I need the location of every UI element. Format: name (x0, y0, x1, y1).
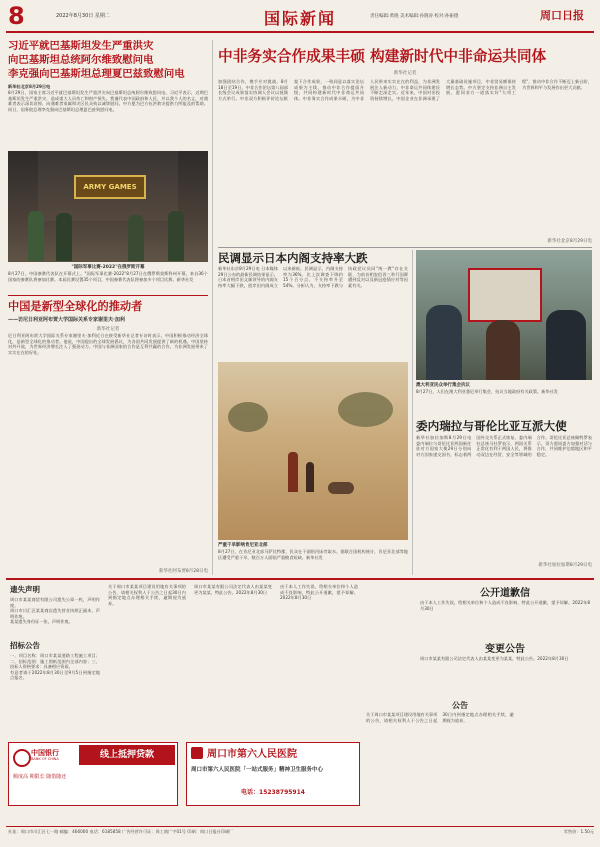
tender-item: 有意者请于2022年8月30日至9月5日到指定地点报名。 (10, 669, 100, 681)
main-footer: 新华社北京8月29日电 (547, 239, 592, 244)
public-apology-body: 由于本人工作失误，给相关单位和个人造成不良影响，特此公开道歉，望予谅解。2022年8月30日 (420, 600, 590, 611)
tender-title: 招标公告 (10, 641, 40, 650)
change-body: 周口市某某有限公司法定代表人由某某变更为某某，特此公告。2022年8月30日 (420, 656, 569, 661)
notice-title: 公告 (452, 701, 468, 710)
drought-caption: 严重干旱影响肯尼亚北部 (218, 543, 268, 548)
person (426, 305, 462, 380)
lost-item: 周口市川汇区某某商店遗失营业执照正副本，声明作废。 (10, 608, 100, 619)
hospital-name: 周口市第六人民医院 (207, 749, 297, 760)
lost-item: 周口市某某商贸有限公司遗失公章一枚，声明作废。 (10, 597, 100, 608)
person (546, 310, 586, 380)
soldier (56, 213, 72, 261)
tender-item: 一、项目名称：周口市某某道路工程施工项目；二、招标范围：施工图纸范围内全部内容；三、投标人资格要求：具备相应资质。 (10, 653, 100, 670)
interview-body: 尼日利亚阿布贾大学国际关系专家谢里夫·加利近日在接受新华社记者专访时表示，中国积极推动经济全球化，是新型全球化的推动者。他说，中国提出的全球发展倡议，为各国共同发展提供了新的机遇。中国坚持对外开放，为世界经济增长注入了强劲动力。中国与非洲国家的合作是互利共赢的合作，为非洲发展带来了实实在在的好处。 (8, 333, 208, 355)
army-photo-body: 8月27日，中国参赛代表队在开幕式上。"国际军事比赛-2022"8月27日在俄罗斯莫斯科州开幕，来自36个国家的参赛队将参加比赛。本届比赛设置35个项目，中国参赛代表队将参加多个项目比赛。新华社发 (8, 271, 208, 282)
page-number: 8 (8, 2, 25, 30)
venezuela-footer: 新华社加拉加斯8月29日电 (538, 563, 592, 568)
hospital-phone: 电话：15238795914 (241, 789, 305, 796)
interview-headline: 中国是新型全球化的推动者 (8, 300, 143, 313)
masthead (0, 0, 600, 38)
boc-en: BANK OF CHINA (31, 757, 59, 761)
lost-item: 某某遗失身份证一张，声明作废。 (10, 619, 73, 625)
issue-date: 2022年8月30日 星期二 (56, 13, 110, 19)
protest-body: 8月27日，人们在澳大利亚悉尼举行集会，抗议当地政府有关政策。新华社发 (416, 389, 558, 394)
tree (338, 392, 393, 427)
japan-headline: 民调显示日本内阁支持率大跌 (218, 251, 368, 265)
boc-logo-icon (13, 749, 31, 767)
soldier (128, 215, 144, 261)
classified-column: 关于周口市某某项目建设用地有关事项的公告，请相关权利人于公告之日起30日内到指定地点办理相关手续，逾期视为放弃。 (108, 584, 186, 606)
boc-ad[interactable] (8, 742, 178, 806)
newspaper-logo: 周口日报 (540, 9, 584, 22)
hospital-logo-icon (191, 747, 203, 759)
lead-headline: 习近平就巴基斯坦发生严重洪灾 向巴基斯坦总统阿尔维致慰问电 李克强向巴基斯坦总理夏巴兹致慰问电 (8, 40, 185, 80)
footer-price: 零售价：1.50元 (563, 829, 594, 834)
drought-photo (218, 362, 408, 540)
boc-note: 额度高 期限长 随借随还 (13, 774, 67, 780)
footer-address: 社址：周口市川汇区七一路 邮编：466000 电话：6185858 广告经营许可证：周工商广字01号 印刷：周口日报社印刷厂 (8, 829, 234, 834)
hospital-slogan: 周口市第六人民医院「一站式服务」精神卫生服务中心 (191, 767, 324, 773)
protest-photo (416, 250, 592, 380)
person (288, 452, 298, 492)
classified-column: 由于本人工作失误，给相关单位和个人造成不良影响，特此公开道歉，望予谅解。2022年8月30日 (280, 584, 358, 601)
change-title: 变更公告 (485, 644, 525, 655)
person (306, 462, 314, 492)
editor-credits: 责任编辑:黄晓 美术编辑:孙晓涛 校对:孙振德 (370, 14, 459, 19)
interview-footer: 新华社阿布贾8月28日电 (158, 569, 208, 574)
person (486, 320, 520, 380)
soldier (28, 211, 44, 261)
boc-slogan: 线上抵押贷款 (79, 745, 175, 765)
army-games-banner: ARMY GAMES (74, 175, 146, 199)
lead-body: 8月29日，国家主席习近平就巴基斯坦发生严重洪灾向巴基斯坦总统阿尔维致慰问电。习近平表示，近期巴基斯坦发生严重洪灾，造成重大人员伤亡和财产损失。我谨代表中国政府和人民，并以我个人的名义，对遇难者表示深切哀悼，向遇难者家属和灾区民众致以诚挚慰问。中方愿为巴方抗洪救灾提供力所能及的帮助。同日，国务院总理李克强向巴基斯坦总理夏巴兹致慰问电。 (8, 90, 208, 112)
soldier (168, 211, 184, 261)
lead-dateline: 新华社北京8月29日电 (8, 84, 51, 89)
main-headline: 中非务实合作成果丰硕 构建新时代中非命运共同体 (218, 48, 547, 65)
main-byline: 新华社记者 (393, 71, 417, 76)
protest-caption: 澳大利亚民众举行集会抗议 (416, 383, 470, 388)
tree (228, 402, 268, 432)
hospital-ad[interactable] (186, 742, 360, 806)
classified-column: 周口市某某有限公司法定代表人由某某变更为某某，特此公告。2022年8月30日 (194, 584, 272, 595)
protest-sign (468, 268, 542, 322)
army-photo-caption: "国际军事比赛-2022"在俄罗斯开幕 (71, 265, 145, 270)
lost-title: 遗失声明 (10, 585, 40, 594)
army-games-photo (8, 151, 208, 262)
interview-subhead: ——访尼日利亚阿布贾大学国际关系专家谢里夫·加利 (8, 317, 125, 323)
boc-name: 中国银行 (31, 749, 59, 757)
venezuela-headline: 委内瑞拉与哥伦比亚互派大使 (416, 419, 567, 433)
venezuela-body: 新华社加拉加斯8月29日电 委内瑞拉与哥伦比亚两国新任驻对方国家大使29日分别向对方国家递交国书，标志着两国外交关系正式恢复。委内瑞拉总统马杜罗表示，两国关系正常化有利于两国人民，将推动双边在经贸、安全等领域的合作。哥伦比亚总统佩特罗表示，哥方愿同委方加强对话与合作，共同维护边境地区和平稳定。 (416, 435, 592, 457)
drought-body: 8月27日，在肯尼亚北部马萨比特郡，民众在干涸的河床旁取水。据联合国机构统计，肯尼亚北部等地区遭受严重干旱，数百万人面临严重粮食短缺。新华社发 (218, 549, 408, 560)
section-title: 国际新闻 (263, 9, 336, 28)
interview-byline: 新华社记者 (96, 327, 120, 332)
japan-body: 新华社东京8月29日电 日本媒体29日公布的最新民调结果显示，日本首相岸田文雄领导的内阁支持率大幅下跌，创岸田内阁成立以来新低。民调显示，内阁支持率为36%，比上次调查下降约15个百分点，不支持率升至54%。分析认为，支持率下跌与执政党议员同"统一教"存在关联、为前首相安倍晋三举行国葬遭到反对以及新冠疫情应对等因素有关。 (218, 266, 408, 288)
animal (328, 482, 354, 494)
public-apology-title: 公开道歉信 (480, 588, 530, 599)
main-body: 加强团结合作，携手应对挑战。8月18日至19日，中非合作论坛第八届部长级会议成果落实协调人会议以视频方式举行。中非双方积极评价论坛框架下合作成果，一致同意以落实论坛成果为主线，推动中非合作提质升级，共同构建新时代中非命运共同体。中非务实合作成果丰硕，为中非人民带来实实在在的利益，为非洲发展注入新动力，中非命运共同体建设不断走深走实。近年来，中国对非投资持续增长，中国企业在非洲承建了大量基础设施项目，中非贸易额保持增长态势。中方坚定支持非洲自主发展，愿同非方一道落实好"九项工程"，推动中非合作不断迈上新台阶，为世界和平与发展作出更大贡献。 (218, 79, 592, 101)
notice-body: 关于周口市某某项目建设用地有关事项的公告，请相关权利人于公告之日起30日内到指定地点办理相关手续，逾期视为放弃。 (366, 712, 514, 723)
